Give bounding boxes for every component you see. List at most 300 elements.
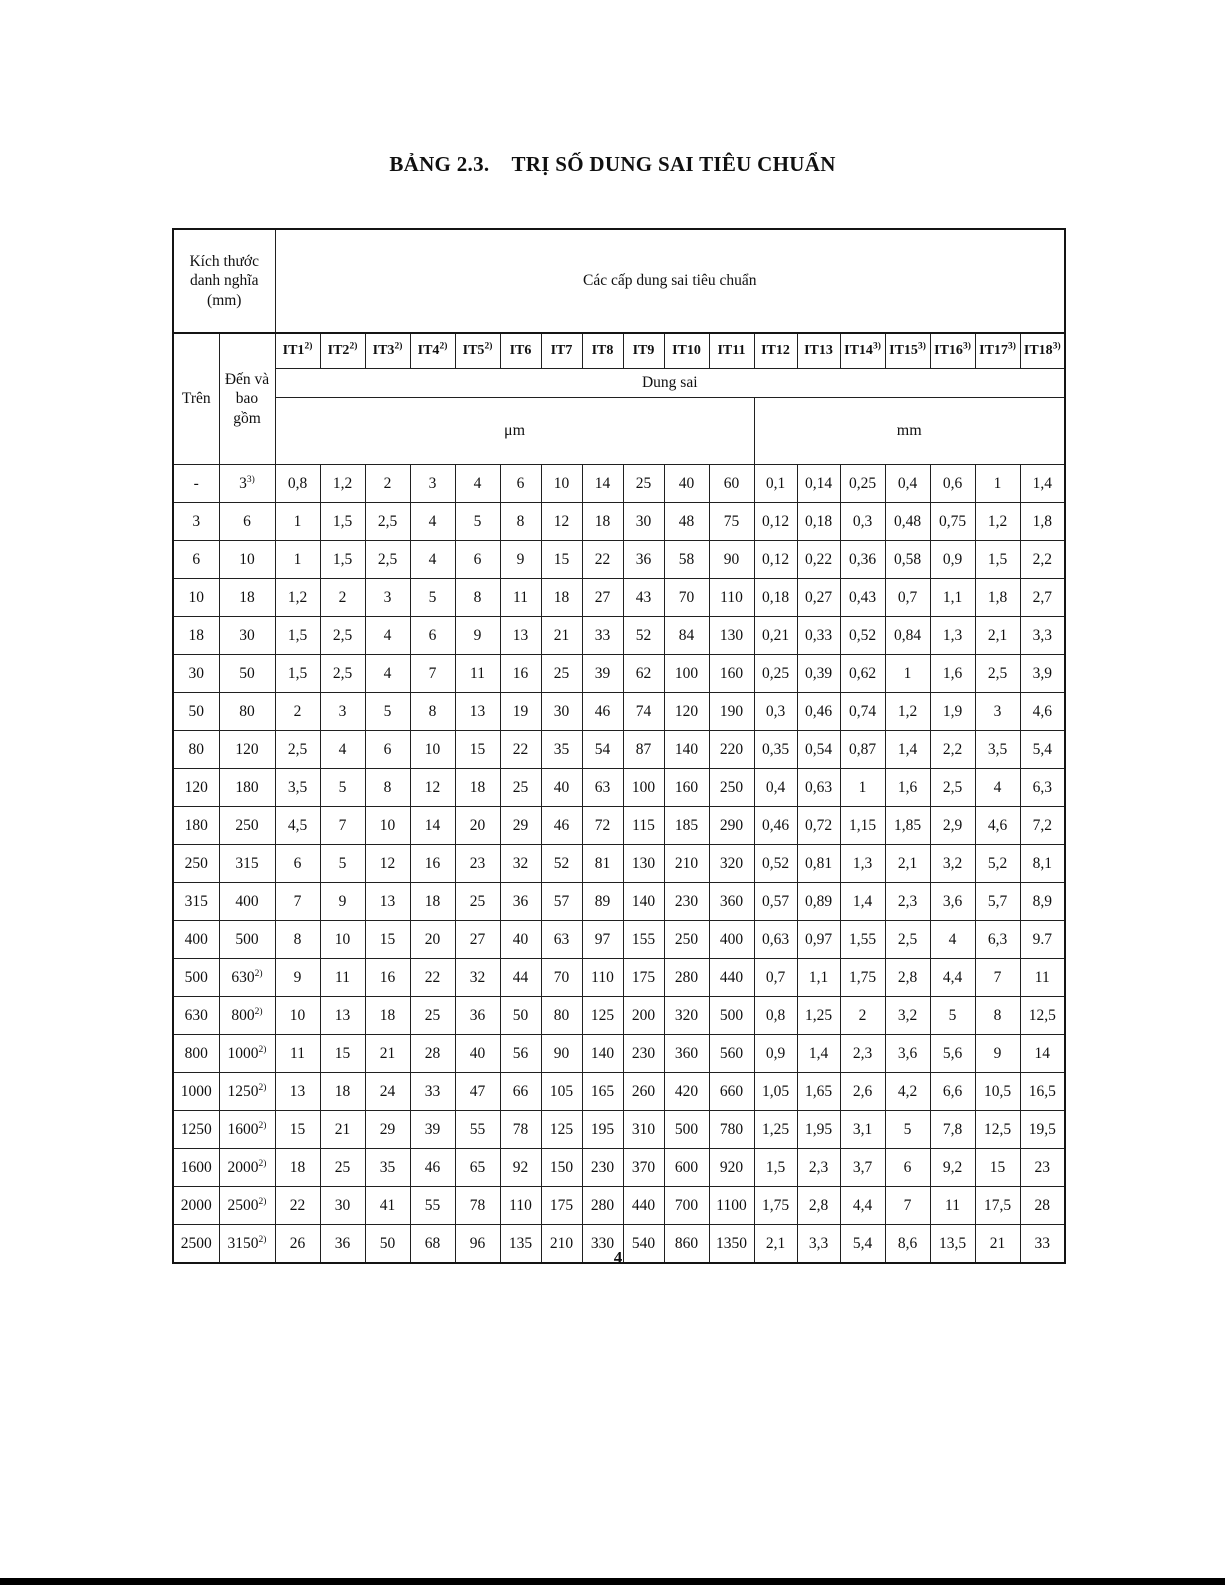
value-cell: 10 — [410, 731, 455, 769]
table-row — [173, 655, 1065, 693]
over-cell: 2000 — [173, 1187, 219, 1225]
value-cell: 9 — [275, 959, 320, 997]
value-cell: 1,55 — [840, 921, 885, 959]
tolerance-header: Dung sai — [275, 369, 1065, 398]
value-cell: 18 — [582, 503, 623, 541]
value-cell: 17,5 — [975, 1187, 1020, 1225]
value-cell: 420 — [664, 1073, 709, 1111]
value-cell: 0,9 — [930, 541, 975, 579]
over-cell: 1600 — [173, 1149, 219, 1187]
value-cell: 5,7 — [975, 883, 1020, 921]
value-cell: 1 — [975, 465, 1020, 503]
value-cell: 4 — [320, 731, 365, 769]
value-cell: 1,4 — [797, 1035, 840, 1073]
value-cell: 160 — [664, 769, 709, 807]
value-cell: 40 — [455, 1035, 500, 1073]
value-cell: 87 — [623, 731, 664, 769]
value-cell: 1,1 — [930, 579, 975, 617]
table-title-number: BẢNG 2.3. — [389, 152, 490, 176]
value-cell: 135 — [500, 1225, 541, 1264]
value-cell: 1,2 — [275, 579, 320, 617]
value-cell: 0,46 — [797, 693, 840, 731]
value-cell: 0,8 — [754, 997, 797, 1035]
over-cell: 500 — [173, 959, 219, 997]
value-cell: 140 — [582, 1035, 623, 1073]
table-row — [173, 503, 1065, 541]
table-row — [173, 693, 1065, 731]
value-cell: 2,7 — [1020, 579, 1065, 617]
value-cell: 13 — [320, 997, 365, 1035]
value-cell: 4 — [975, 769, 1020, 807]
value-cell: 1,4 — [840, 883, 885, 921]
value-cell: 0,62 — [840, 655, 885, 693]
value-cell: 360 — [664, 1035, 709, 1073]
value-cell: 19 — [500, 693, 541, 731]
value-cell: 0,25 — [754, 655, 797, 693]
value-cell: 5 — [365, 693, 410, 731]
value-cell: 23 — [1020, 1149, 1065, 1187]
upto-cell: 180 — [219, 769, 275, 807]
value-cell: 80 — [541, 997, 582, 1035]
upto-cell: 6 — [219, 503, 275, 541]
value-cell: 70 — [664, 579, 709, 617]
value-cell: 2,3 — [797, 1149, 840, 1187]
it-grade-header: IT12 — [754, 333, 797, 369]
value-cell: 28 — [410, 1035, 455, 1073]
value-cell: 1 — [885, 655, 930, 693]
value-cell: 7 — [885, 1187, 930, 1225]
value-cell: 0,87 — [840, 731, 885, 769]
value-cell: 140 — [664, 731, 709, 769]
upto-footnote: 2) — [258, 1044, 267, 1055]
table-title-text: TRỊ SỐ DUNG SAI TIÊU CHUẨN — [511, 152, 836, 176]
value-cell: 36 — [320, 1225, 365, 1264]
value-cell: 195 — [582, 1111, 623, 1149]
value-cell: 0,46 — [754, 807, 797, 845]
over-cell: 80 — [173, 731, 219, 769]
value-cell: 500 — [709, 997, 754, 1035]
value-cell: 1,3 — [840, 845, 885, 883]
value-cell: 2,9 — [930, 807, 975, 845]
value-cell: 29 — [500, 807, 541, 845]
value-cell: 40 — [664, 465, 709, 503]
value-cell: 19,5 — [1020, 1111, 1065, 1149]
value-cell: 780 — [709, 1111, 754, 1149]
value-cell: 18 — [275, 1149, 320, 1187]
upto-footnote: 2) — [258, 1120, 267, 1131]
value-cell: 1,2 — [885, 693, 930, 731]
value-cell: 65 — [455, 1149, 500, 1187]
value-cell: 660 — [709, 1073, 754, 1111]
value-cell: 18 — [410, 883, 455, 921]
value-cell: 12 — [410, 769, 455, 807]
it-header-row — [173, 333, 1065, 369]
table-row — [173, 1035, 1065, 1073]
it-grade-header: IT14$^{3)}$ — [840, 333, 885, 369]
value-cell: 4 — [365, 655, 410, 693]
value-cell: 3 — [365, 579, 410, 617]
value-cell: 63 — [582, 769, 623, 807]
value-cell: 97 — [582, 921, 623, 959]
value-cell: 4,2 — [885, 1073, 930, 1111]
value-cell: 2,1 — [975, 617, 1020, 655]
it-grade-header: IT13 — [797, 333, 840, 369]
value-cell: 130 — [623, 845, 664, 883]
value-cell: 200 — [623, 997, 664, 1035]
value-cell: 4,6 — [975, 807, 1020, 845]
value-cell: 1 — [275, 503, 320, 541]
value-cell: 48 — [664, 503, 709, 541]
value-cell: 3 — [975, 693, 1020, 731]
value-cell: 75 — [709, 503, 754, 541]
value-cell: 4 — [410, 541, 455, 579]
value-cell: 11 — [500, 579, 541, 617]
value-cell: 1,65 — [797, 1073, 840, 1111]
value-cell: 9,2 — [930, 1149, 975, 1187]
value-cell: 0,27 — [797, 579, 840, 617]
value-cell: 0,8 — [275, 465, 320, 503]
value-cell: 50 — [500, 997, 541, 1035]
upto-cell: 315 — [219, 845, 275, 883]
value-cell: 5 — [885, 1111, 930, 1149]
it-grade-header: IT7 — [541, 333, 582, 369]
unit-mm-header: mm — [754, 398, 1065, 465]
value-cell: 5 — [320, 769, 365, 807]
upto-cell: 30 — [219, 617, 275, 655]
value-cell: 13 — [500, 617, 541, 655]
value-cell: 7,2 — [1020, 807, 1065, 845]
value-cell: 3,5 — [975, 731, 1020, 769]
value-cell: 11 — [275, 1035, 320, 1073]
value-cell: 50 — [365, 1225, 410, 1264]
value-cell: 5 — [410, 579, 455, 617]
upto-cell: 400 — [219, 883, 275, 921]
value-cell: 130 — [709, 617, 754, 655]
value-cell: 3,6 — [930, 883, 975, 921]
value-cell: 40 — [541, 769, 582, 807]
over-cell: 1000 — [173, 1073, 219, 1111]
value-cell: 3,7 — [840, 1149, 885, 1187]
value-cell: 500 — [664, 1111, 709, 1149]
table-row — [173, 959, 1065, 997]
value-cell: 310 — [623, 1111, 664, 1149]
value-cell: 0,63 — [754, 921, 797, 959]
value-cell: 250 — [709, 769, 754, 807]
value-cell: 4 — [930, 921, 975, 959]
value-cell: 90 — [541, 1035, 582, 1073]
value-cell: 100 — [664, 655, 709, 693]
value-cell: 39 — [410, 1111, 455, 1149]
over-cell: 10 — [173, 579, 219, 617]
it-grade-footnote: 2) — [439, 341, 448, 352]
value-cell: 7 — [410, 655, 455, 693]
value-cell: 8 — [455, 579, 500, 617]
value-cell: 1,25 — [797, 997, 840, 1035]
value-cell: 8 — [410, 693, 455, 731]
tolerance-table-body — [173, 465, 1065, 1264]
value-cell: 165 — [582, 1073, 623, 1111]
value-cell: 25 — [623, 465, 664, 503]
it-grade-header: IT9 — [623, 333, 664, 369]
value-cell: 2,5 — [320, 655, 365, 693]
value-cell: 25 — [541, 655, 582, 693]
value-cell: 14 — [410, 807, 455, 845]
value-cell: 0,3 — [840, 503, 885, 541]
value-cell: 0,12 — [754, 541, 797, 579]
value-cell: 0,35 — [754, 731, 797, 769]
value-cell: 7 — [275, 883, 320, 921]
value-cell: 0,57 — [754, 883, 797, 921]
upto-footnote: 2) — [258, 1196, 267, 1207]
value-cell: 23 — [455, 845, 500, 883]
value-cell: 0,1 — [754, 465, 797, 503]
value-cell: 44 — [500, 959, 541, 997]
over-cell: 250 — [173, 845, 219, 883]
value-cell: 40 — [500, 921, 541, 959]
value-cell: 125 — [582, 997, 623, 1035]
value-cell: 1,5 — [320, 503, 365, 541]
value-cell: 15 — [275, 1111, 320, 1149]
value-cell: 230 — [664, 883, 709, 921]
value-cell: 18 — [541, 579, 582, 617]
value-cell: 2 — [275, 693, 320, 731]
value-cell: 21 — [365, 1035, 410, 1073]
value-cell: 360 — [709, 883, 754, 921]
value-cell: 2,1 — [754, 1225, 797, 1264]
value-cell: 1100 — [709, 1187, 754, 1225]
value-cell: 27 — [582, 579, 623, 617]
value-cell: 2,8 — [797, 1187, 840, 1225]
value-cell: 3,3 — [797, 1225, 840, 1264]
value-cell: 15 — [320, 1035, 365, 1073]
upto-cell: 1600$^{2)}$ — [219, 1111, 275, 1149]
value-cell: 30 — [623, 503, 664, 541]
value-cell: 260 — [623, 1073, 664, 1111]
upto-cell: 500 — [219, 921, 275, 959]
value-cell: 13 — [275, 1073, 320, 1111]
value-cell: 2,3 — [885, 883, 930, 921]
value-cell: 10 — [275, 997, 320, 1035]
value-cell: 15 — [541, 541, 582, 579]
value-cell: 0,97 — [797, 921, 840, 959]
value-cell: 9 — [500, 541, 541, 579]
value-cell: 330 — [582, 1225, 623, 1264]
value-cell: 12 — [365, 845, 410, 883]
value-cell: 2,1 — [885, 845, 930, 883]
value-cell: 18 — [455, 769, 500, 807]
value-cell: 0,52 — [754, 845, 797, 883]
value-cell: 8,1 — [1020, 845, 1065, 883]
value-cell: 6 — [410, 617, 455, 655]
value-cell: 52 — [541, 845, 582, 883]
value-cell: 2,5 — [930, 769, 975, 807]
value-cell: 0,12 — [754, 503, 797, 541]
value-cell: 6 — [275, 845, 320, 883]
value-cell: 25 — [500, 769, 541, 807]
over-cell: 30 — [173, 655, 219, 693]
value-cell: 120 — [664, 693, 709, 731]
value-cell: 230 — [623, 1035, 664, 1073]
value-cell: 0,39 — [797, 655, 840, 693]
value-cell: 33 — [1020, 1225, 1065, 1264]
value-cell: 2,5 — [365, 541, 410, 579]
value-cell: 1,2 — [975, 503, 1020, 541]
value-cell: 0,74 — [840, 693, 885, 731]
value-cell: 96 — [455, 1225, 500, 1264]
over-cell: 400 — [173, 921, 219, 959]
value-cell: 1,3 — [930, 617, 975, 655]
value-cell: 13 — [365, 883, 410, 921]
value-cell: 1,6 — [930, 655, 975, 693]
it-grade-header: IT17$^{3)}$ — [975, 333, 1020, 369]
value-cell: 5 — [320, 845, 365, 883]
value-cell: 1,5 — [275, 617, 320, 655]
value-cell: 56 — [500, 1035, 541, 1073]
value-cell: 9 — [455, 617, 500, 655]
value-cell: 190 — [709, 693, 754, 731]
upto-cell: 2000$^{2)}$ — [219, 1149, 275, 1187]
value-cell: 8,6 — [885, 1225, 930, 1264]
tolerance-table — [172, 228, 1066, 1264]
value-cell: 4,4 — [930, 959, 975, 997]
over-cell: - — [173, 465, 219, 503]
value-cell: 10 — [365, 807, 410, 845]
value-cell: 78 — [455, 1187, 500, 1225]
value-cell: 0,89 — [797, 883, 840, 921]
value-cell: 290 — [709, 807, 754, 845]
value-cell: 1,5 — [975, 541, 1020, 579]
value-cell: 0,36 — [840, 541, 885, 579]
value-cell: 3,5 — [275, 769, 320, 807]
value-cell: 1,8 — [975, 579, 1020, 617]
it-grade-header: IT11 — [709, 333, 754, 369]
value-cell: 4 — [365, 617, 410, 655]
value-cell: 2 — [365, 465, 410, 503]
it-grade-footnote: 2) — [484, 341, 493, 352]
value-cell: 14 — [582, 465, 623, 503]
value-cell: 5,4 — [840, 1225, 885, 1264]
value-cell: 150 — [541, 1149, 582, 1187]
value-cell: 36 — [455, 997, 500, 1035]
it-grade-footnote: 3) — [917, 341, 926, 352]
it-grade-header: IT6 — [500, 333, 541, 369]
value-cell: 3,2 — [930, 845, 975, 883]
grades-header: Các cấp dung sai tiêu chuẩn — [275, 229, 1065, 333]
value-cell: 29 — [365, 1111, 410, 1149]
table-row — [173, 1187, 1065, 1225]
value-cell: 1,5 — [320, 541, 365, 579]
value-cell: 16 — [500, 655, 541, 693]
value-cell: 4 — [455, 465, 500, 503]
upto-cell: 50 — [219, 655, 275, 693]
value-cell: 0,63 — [797, 769, 840, 807]
value-cell: 74 — [623, 693, 664, 731]
over-cell: 800 — [173, 1035, 219, 1073]
value-cell: 5 — [455, 503, 500, 541]
value-cell: 600 — [664, 1149, 709, 1187]
it-grade-header: IT15$^{3)}$ — [885, 333, 930, 369]
it-grade-header: IT4$^{2)}$ — [410, 333, 455, 369]
value-cell: 1,6 — [885, 769, 930, 807]
value-cell: 2,3 — [840, 1035, 885, 1073]
value-cell: 230 — [582, 1149, 623, 1187]
value-cell: 11 — [455, 655, 500, 693]
value-cell: 220 — [709, 731, 754, 769]
value-cell: 100 — [623, 769, 664, 807]
value-cell: 16 — [365, 959, 410, 997]
value-cell: 1,75 — [754, 1187, 797, 1225]
value-cell: 9.7 — [1020, 921, 1065, 959]
value-cell: 0,22 — [797, 541, 840, 579]
it-grade-header: IT2$^{2)}$ — [320, 333, 365, 369]
value-cell: 1,4 — [1020, 465, 1065, 503]
upto-cell: 1250$^{2)}$ — [219, 1073, 275, 1111]
value-cell: 90 — [709, 541, 754, 579]
value-cell: 68 — [410, 1225, 455, 1264]
value-cell: 8 — [975, 997, 1020, 1035]
value-cell: 280 — [582, 1187, 623, 1225]
value-cell: 60 — [709, 465, 754, 503]
value-cell: 2,2 — [930, 731, 975, 769]
upto-cell: 1000$^{2)}$ — [219, 1035, 275, 1073]
value-cell: 2,8 — [885, 959, 930, 997]
value-cell: 1,1 — [797, 959, 840, 997]
value-cell: 370 — [623, 1149, 664, 1187]
value-cell: 1350 — [709, 1225, 754, 1264]
value-cell: 62 — [623, 655, 664, 693]
value-cell: 25 — [455, 883, 500, 921]
value-cell: 0,33 — [797, 617, 840, 655]
value-cell: 18 — [365, 997, 410, 1035]
value-cell: 250 — [664, 921, 709, 959]
value-cell: 7 — [320, 807, 365, 845]
value-cell: 22 — [410, 959, 455, 997]
value-cell: 110 — [582, 959, 623, 997]
value-cell: 30 — [320, 1187, 365, 1225]
table-row — [173, 769, 1065, 807]
value-cell: 210 — [664, 845, 709, 883]
value-cell: 0,81 — [797, 845, 840, 883]
value-cell: 1 — [840, 769, 885, 807]
value-cell: 0,7 — [885, 579, 930, 617]
value-cell: 14 — [1020, 1035, 1065, 1073]
it-grade-header: IT8 — [582, 333, 623, 369]
upto-footnote: 2) — [258, 1158, 267, 1169]
value-cell: 9 — [320, 883, 365, 921]
upto-cell: 18 — [219, 579, 275, 617]
value-cell: 6,6 — [930, 1073, 975, 1111]
value-cell: 5,4 — [1020, 731, 1065, 769]
value-cell: 175 — [623, 959, 664, 997]
value-cell: 15 — [365, 921, 410, 959]
value-cell: 7,8 — [930, 1111, 975, 1149]
value-cell: 20 — [410, 921, 455, 959]
value-cell: 1,8 — [1020, 503, 1065, 541]
value-cell: 2,6 — [840, 1073, 885, 1111]
value-cell: 16 — [410, 845, 455, 883]
value-cell: 4,6 — [1020, 693, 1065, 731]
value-cell: 0,43 — [840, 579, 885, 617]
value-cell: 3,6 — [885, 1035, 930, 1073]
value-cell: 6 — [500, 465, 541, 503]
value-cell: 0,14 — [797, 465, 840, 503]
value-cell: 35 — [541, 731, 582, 769]
value-cell: 33 — [410, 1073, 455, 1111]
value-cell: 6,3 — [975, 921, 1020, 959]
value-cell: 54 — [582, 731, 623, 769]
page-number: 4 — [613, 1248, 623, 1267]
value-cell: 6 — [885, 1149, 930, 1187]
